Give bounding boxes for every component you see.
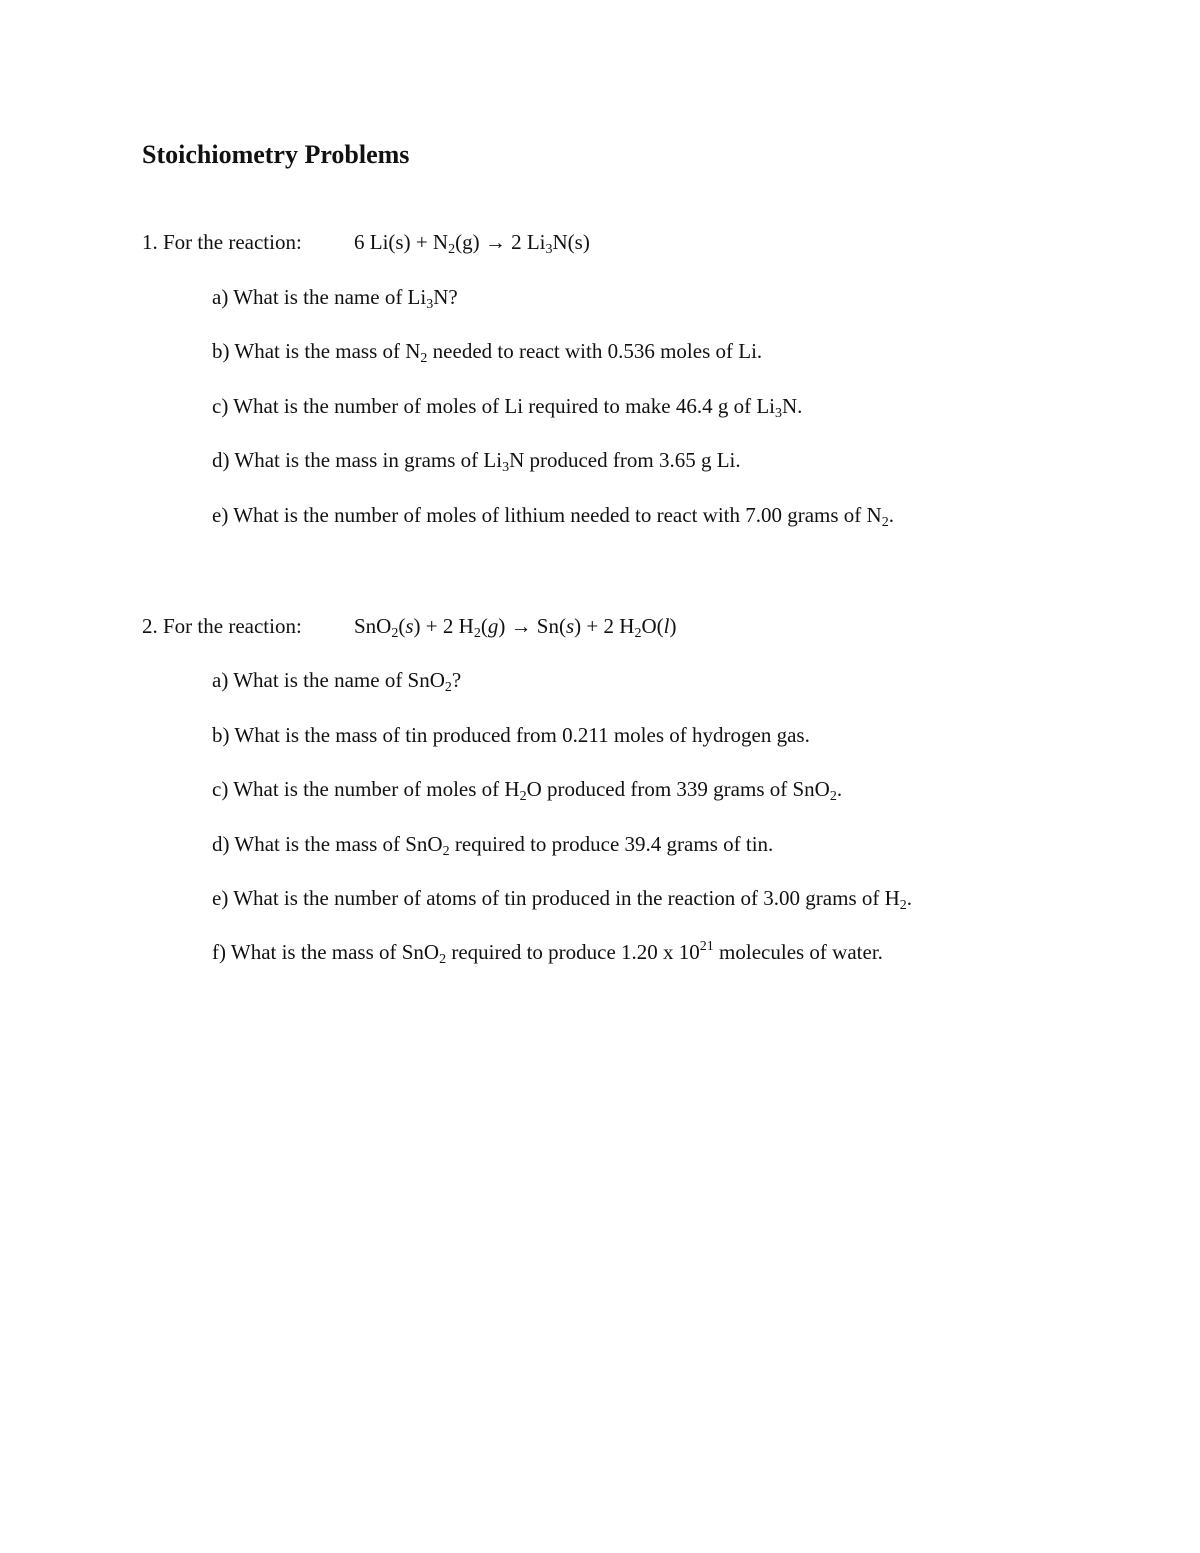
question-1b: b) What is the mass of $N_2$ needed to react with 0.536 moles of Li. <box>212 339 763 366</box>
question-2c: c) What is the number of moles of $H_2O$ produced from 339 grams of SnO$_2$. <box>212 777 843 804</box>
question-1a: a) What is the name of $Li_3N$? <box>212 285 458 312</box>
question-2d: d) What is the mass of SnO$_2$ required to produce 39.4 grams of tin. <box>212 832 774 859</box>
question-2f: f) What is the mass of SnO$_2$ required to produce 1.20 x $10^{21}$ molecules of water. <box>212 939 883 967</box>
problem-2-header <box>142 611 677 641</box>
question-2a: a) What is the name of SnO$_2$? <box>212 668 462 695</box>
page-title: Stoichiometry Problems <box>142 140 410 169</box>
question-2e: e) What is the number of atoms of tin produced in the reaction of 3.00 grams of $H_2$. <box>212 886 913 913</box>
question-1e: e) What is the number of moles of lithium needed to react with 7.00 grams of $N_2$. <box>212 503 894 530</box>
problem-number: 2. <box>142 614 158 638</box>
question-2b: b) What is the mass of tin produced from 0.211 moles of hydrogen gas. <box>212 723 810 747</box>
reaction-equation: 6 $Li(s) + N_2(g) \to 2$ $Li_3N(s)$ <box>354 230 590 257</box>
question-1d: d) What is the mass in grams of $Li_3N$ produced from 3.65 g Li. <box>212 448 741 475</box>
problem-number: 1. <box>142 230 158 254</box>
question-1c: c) What is the number of moles of Li required to make 46.4 g of $Li_3N$. <box>212 394 803 421</box>
problem-lead: For the reaction: <box>163 614 302 638</box>
problem-lead: For the reaction: <box>163 230 302 254</box>
problem-1-header <box>142 227 590 257</box>
reaction-equation: SnO$_2$(s) + 2 $H_2(g) \to Sn(s) + 2$ $H_2O(l)$ <box>354 614 677 641</box>
